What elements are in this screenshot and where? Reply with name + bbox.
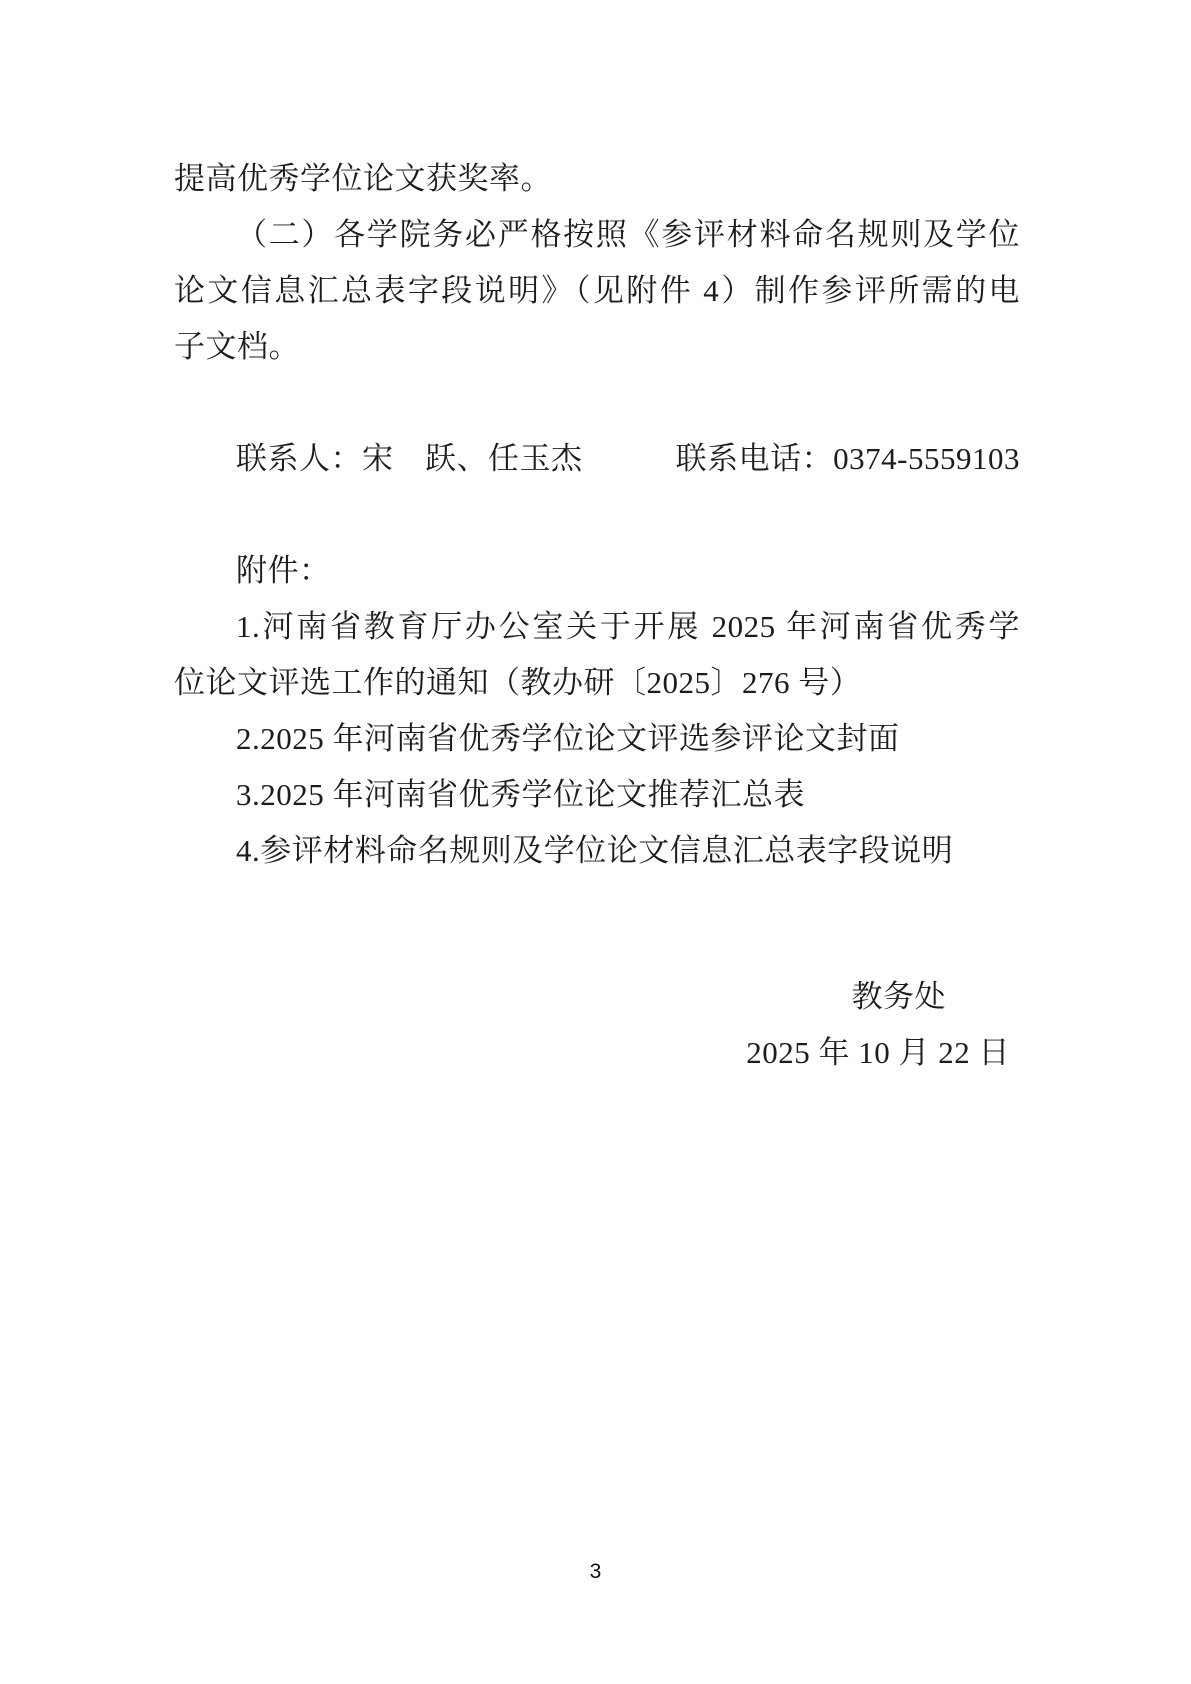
- contact-phone: 联系电话：0374-5559103: [675, 441, 1020, 476]
- paragraph2-line1: （二）各学院务必严格按照《参评材料命名规则及学位: [236, 217, 1020, 252]
- blank-line: [174, 487, 1020, 543]
- blank-gap: [174, 879, 1020, 969]
- signature-date: 2025 年 10 月 22 日: [746, 1035, 1010, 1070]
- attachment-item-1-line2: 位论文评选工作的通知（教办研〔2025〕276 号）: [174, 665, 862, 700]
- paragraph-continuation-line: 提高优秀学位论文获奖率。: [174, 161, 552, 196]
- page-number: 3: [589, 1560, 602, 1583]
- attachment-item-2: 2.2025 年河南省优秀学位论文评选参评论文封面: [236, 721, 900, 756]
- attachment-item-1-line1: 1.河南省教育厅办公室关于开展 2025 年河南省优秀学: [236, 609, 1020, 644]
- contact-person: 联系人：宋 跃、任玉杰: [236, 441, 583, 476]
- blank-line: [174, 375, 1020, 431]
- contact-line: [174, 431, 1020, 487]
- paragraph2-line3: 子文档。: [174, 329, 300, 364]
- attachment-item-3: 3.2025 年河南省优秀学位论文推荐汇总表: [236, 777, 805, 812]
- attachment-item-4: 4.参评材料命名规则及学位论文信息汇总表字段说明: [236, 833, 954, 868]
- document-body: [174, 151, 1020, 1081]
- paragraph2-line2: 论文信息汇总表字段说明》（见附件 4）制作参评所需的电: [174, 273, 1020, 308]
- signature-department: 教务处: [851, 979, 946, 1014]
- attachments-heading: 附件：: [236, 553, 331, 588]
